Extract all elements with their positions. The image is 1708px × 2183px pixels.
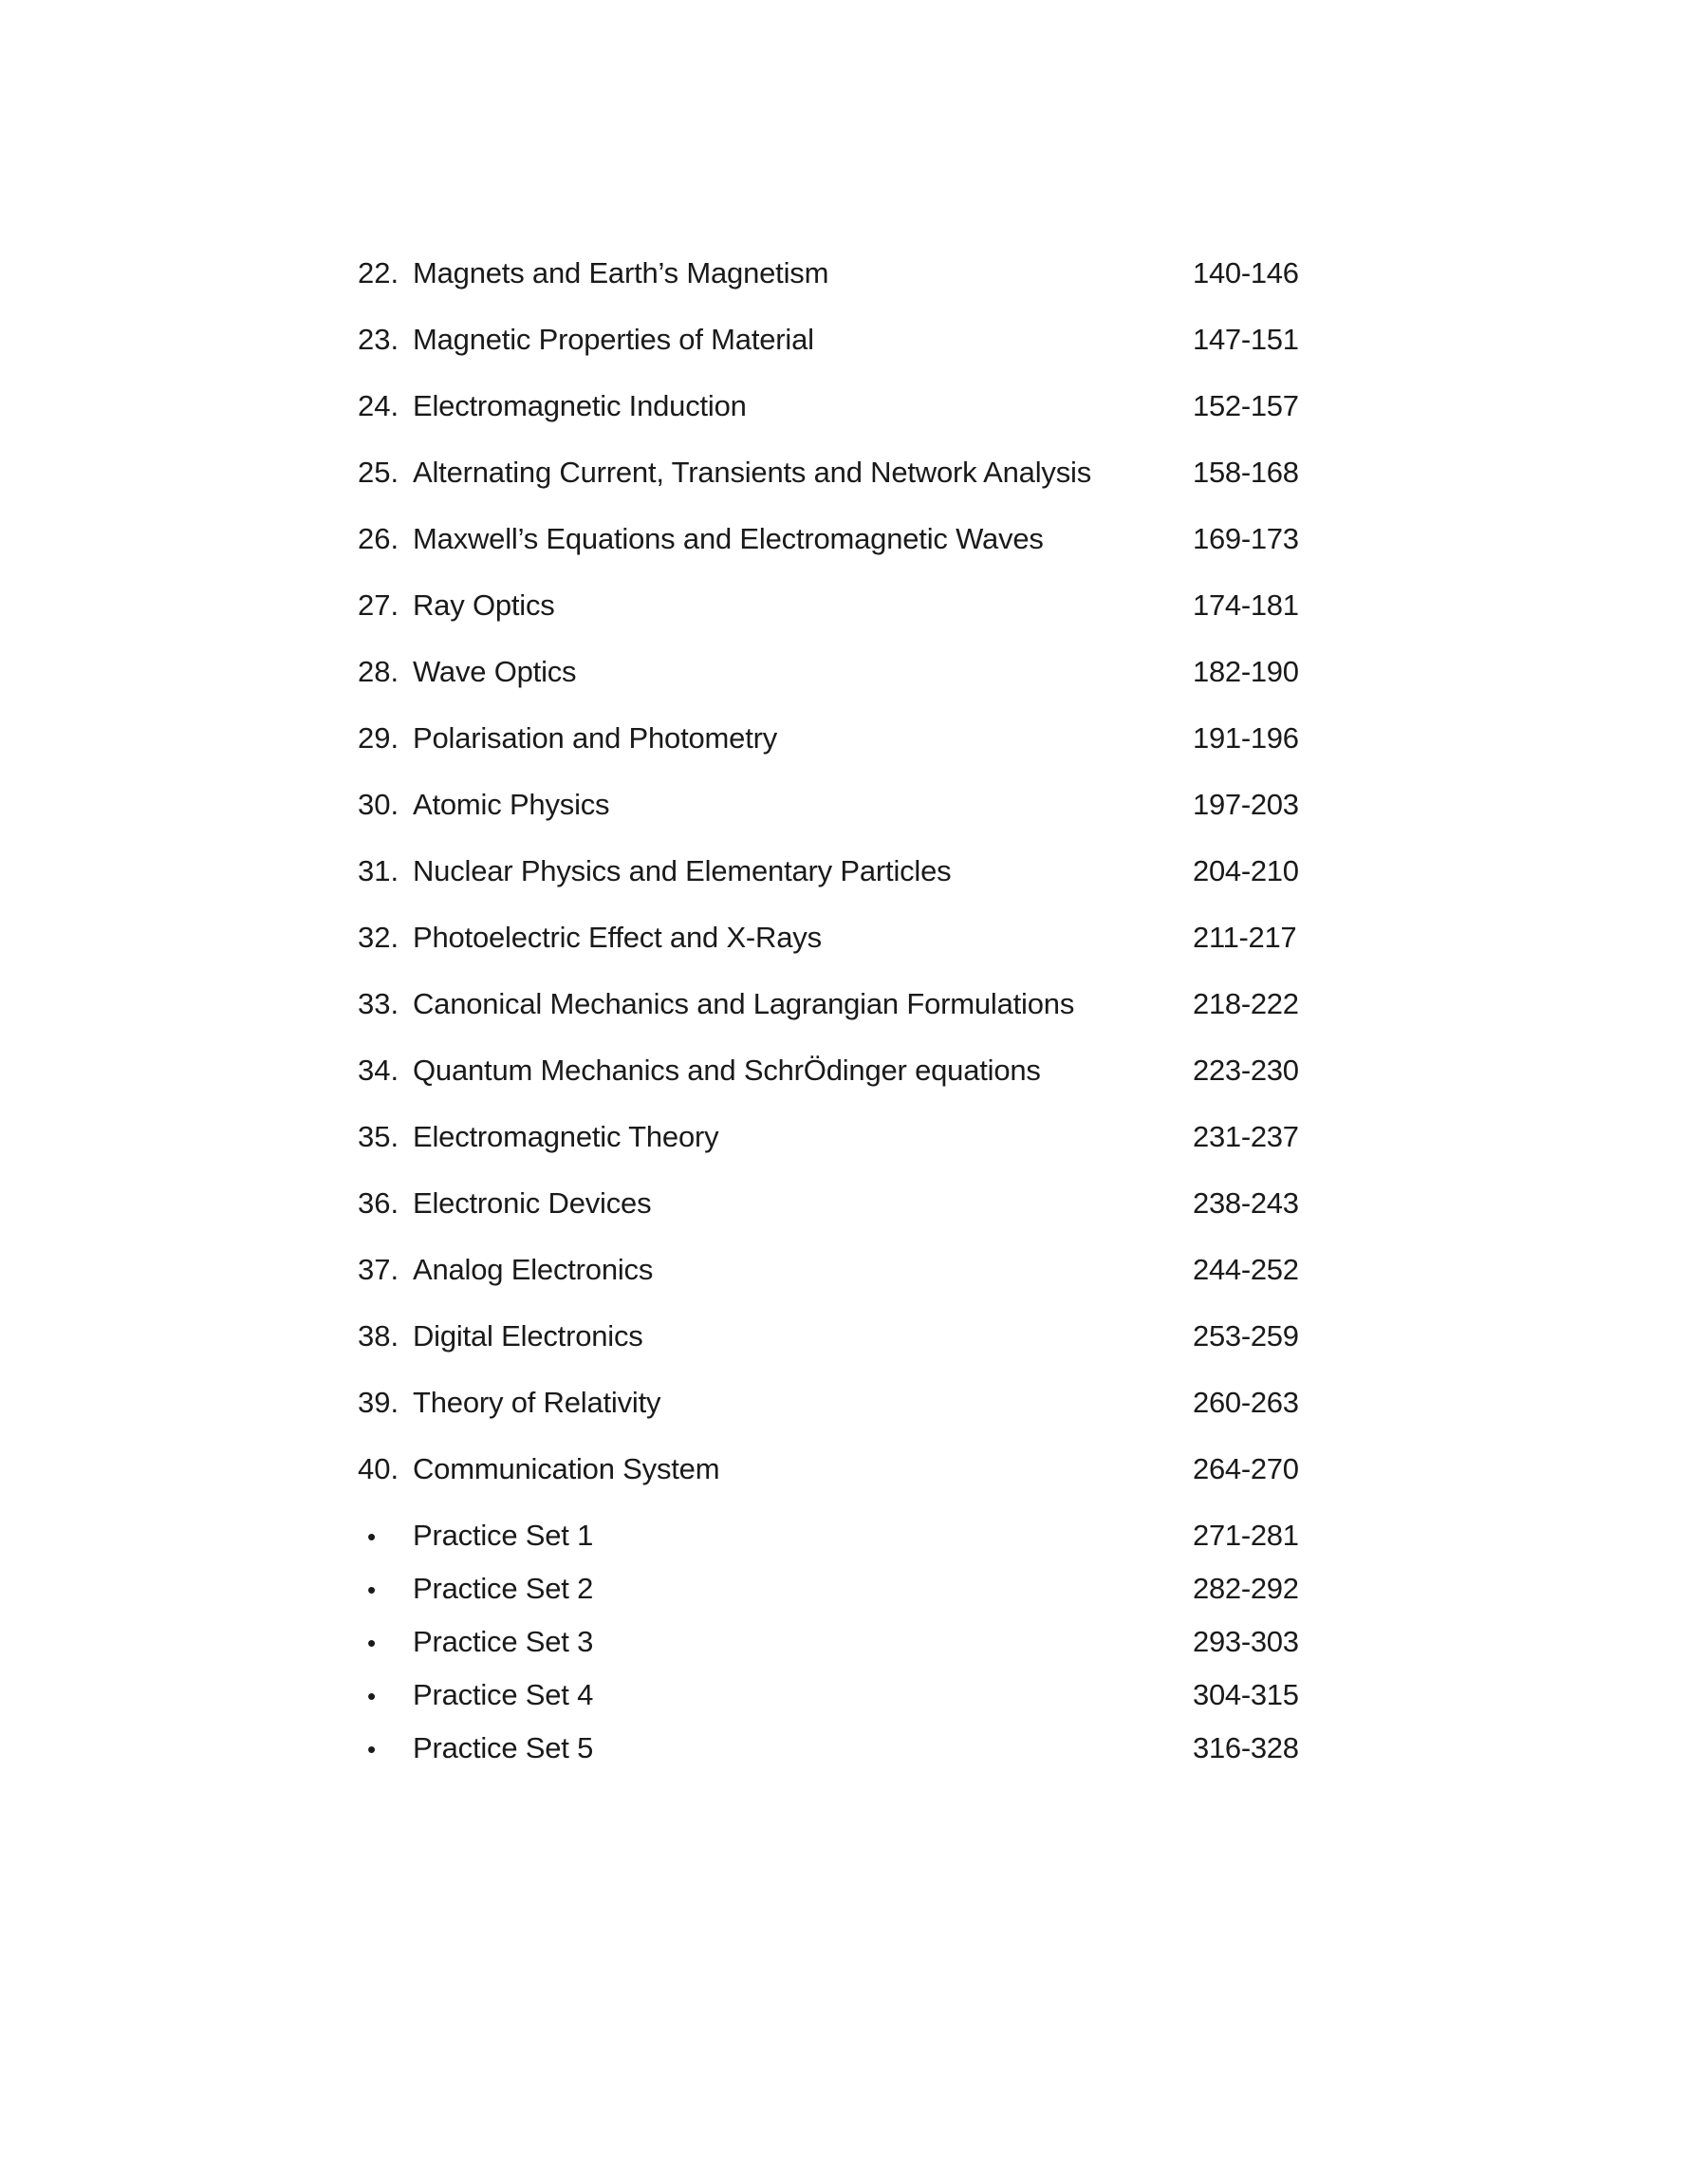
chapter-title: Polarisation and Photometry [413, 721, 778, 755]
chapter-title: Electronic Devices [413, 1186, 652, 1220]
chapter-title: Maxwell’s Equations and Electromagnetic Waves [413, 522, 1044, 555]
chapter-number: 38. [358, 1319, 399, 1353]
toc-entry-32[interactable] [358, 919, 1335, 957]
toc-entry-31[interactable] [358, 852, 1335, 890]
chapter-title: Nuclear Physics and Elementary Particles [413, 854, 952, 887]
page-range: 253-259 [1193, 1319, 1299, 1353]
chapter-title: Wave Optics [413, 655, 577, 688]
chapter-title: Digital Electronics [413, 1319, 643, 1353]
page-range: 191-196 [1193, 721, 1299, 755]
practice-set-title: Practice Set 4 [413, 1678, 594, 1711]
toc-entry-25[interactable] [358, 454, 1335, 492]
page-range: 182-190 [1193, 655, 1299, 688]
practice-set-title: Practice Set 1 [413, 1519, 594, 1552]
bullet-icon: • [367, 1522, 377, 1551]
chapter-number: 23. [358, 323, 399, 356]
chapter-title: Alternating Current, Transients and Network Analysis [413, 456, 1091, 489]
chapter-title: Electromagnetic Induction [413, 389, 747, 422]
chapter-number: 32. [358, 921, 399, 954]
chapter-title: Communication System [413, 1452, 720, 1485]
toc-entry-24[interactable] [358, 387, 1335, 425]
toc-entry-practice-set-1[interactable] [358, 1517, 1335, 1556]
chapter-number: 30. [358, 788, 399, 821]
chapter-number: 24. [358, 389, 399, 422]
practice-set-title: Practice Set 3 [413, 1625, 594, 1658]
chapter-title: Magnets and Earth’s Magnetism [413, 256, 829, 289]
page-range: 218-222 [1193, 987, 1299, 1020]
toc-entry-29[interactable] [358, 719, 1335, 757]
toc-entry-33[interactable] [358, 985, 1335, 1023]
page-range: 152-157 [1193, 389, 1299, 422]
page-range: 238-243 [1193, 1186, 1299, 1220]
page-range: 197-203 [1193, 788, 1299, 821]
chapter-number: 39. [358, 1386, 399, 1419]
chapter-title: Theory of Relativity [413, 1386, 661, 1419]
toc-entry-34[interactable] [358, 1052, 1335, 1090]
chapter-number: 25. [358, 456, 399, 489]
toc-entry-22[interactable] [358, 254, 1335, 292]
chapter-number: 36. [358, 1186, 399, 1220]
page-range: 316-328 [1193, 1731, 1299, 1764]
chapter-number: 26. [358, 522, 399, 555]
page-range: 140-146 [1193, 256, 1299, 289]
chapter-number: 40. [358, 1452, 399, 1485]
chapter-number: 29. [358, 721, 399, 755]
chapter-title: Photoelectric Effect and X-Rays [413, 921, 822, 954]
toc-entry-37[interactable] [358, 1251, 1335, 1289]
chapter-title: Analog Electronics [413, 1253, 654, 1286]
bullet-icon: • [367, 1576, 377, 1604]
table-of-contents [358, 254, 1335, 1782]
toc-entry-practice-set-3[interactable] [358, 1623, 1335, 1662]
page-range: 174-181 [1193, 588, 1299, 622]
toc-entry-practice-set-4[interactable] [358, 1676, 1335, 1715]
chapter-number: 22. [358, 256, 399, 289]
page-range: 147-151 [1193, 323, 1299, 356]
chapter-number: 28. [358, 655, 399, 688]
chapter-number: 27. [358, 588, 399, 622]
toc-entry-23[interactable] [358, 321, 1335, 359]
chapter-number: 37. [358, 1253, 399, 1286]
page-range: 204-210 [1193, 854, 1299, 887]
chapter-title: Quantum Mechanics and SchrÖdinger equations [413, 1054, 1041, 1087]
toc-entry-30[interactable] [358, 786, 1335, 824]
chapter-title: Electromagnetic Theory [413, 1120, 719, 1153]
practice-set-title: Practice Set 5 [413, 1731, 594, 1764]
toc-entry-36[interactable] [358, 1185, 1335, 1222]
bullet-icon: • [367, 1682, 377, 1710]
page-range: 271-281 [1193, 1519, 1299, 1552]
bullet-icon: • [367, 1629, 377, 1657]
chapter-number: 35. [358, 1120, 399, 1153]
toc-entry-practice-set-2[interactable] [358, 1570, 1335, 1609]
chapter-number: 31. [358, 854, 399, 887]
chapter-number: 34. [358, 1054, 399, 1087]
bullet-icon: • [367, 1735, 377, 1763]
toc-entry-28[interactable] [358, 653, 1335, 691]
page-range: 282-292 [1193, 1572, 1299, 1605]
page-range: 158-168 [1193, 456, 1299, 489]
toc-entry-39[interactable] [358, 1384, 1335, 1422]
toc-entry-38[interactable] [358, 1317, 1335, 1355]
page-range: 211-217 [1193, 921, 1297, 954]
chapter-title: Ray Optics [413, 588, 555, 622]
page-range: 293-303 [1193, 1625, 1299, 1658]
page-range: 264-270 [1193, 1452, 1299, 1485]
practice-set-title: Practice Set 2 [413, 1572, 594, 1605]
toc-entry-35[interactable] [358, 1118, 1335, 1156]
chapter-number: 33. [358, 987, 399, 1020]
toc-entry-practice-set-5[interactable] [358, 1729, 1335, 1768]
toc-entry-40[interactable] [358, 1450, 1335, 1488]
page-range: 223-230 [1193, 1054, 1299, 1087]
page-range: 244-252 [1193, 1253, 1299, 1286]
chapter-title: Canonical Mechanics and Lagrangian Formulations [413, 987, 1075, 1020]
chapter-title: Magnetic Properties of Material [413, 323, 814, 356]
page-range: 260-263 [1193, 1386, 1299, 1419]
page-range: 231-237 [1193, 1120, 1299, 1153]
page-range: 169-173 [1193, 522, 1299, 555]
chapter-title: Atomic Physics [413, 788, 610, 821]
toc-entry-26[interactable] [358, 520, 1335, 558]
toc-entry-27[interactable] [358, 587, 1335, 625]
page-range: 304-315 [1193, 1678, 1299, 1711]
